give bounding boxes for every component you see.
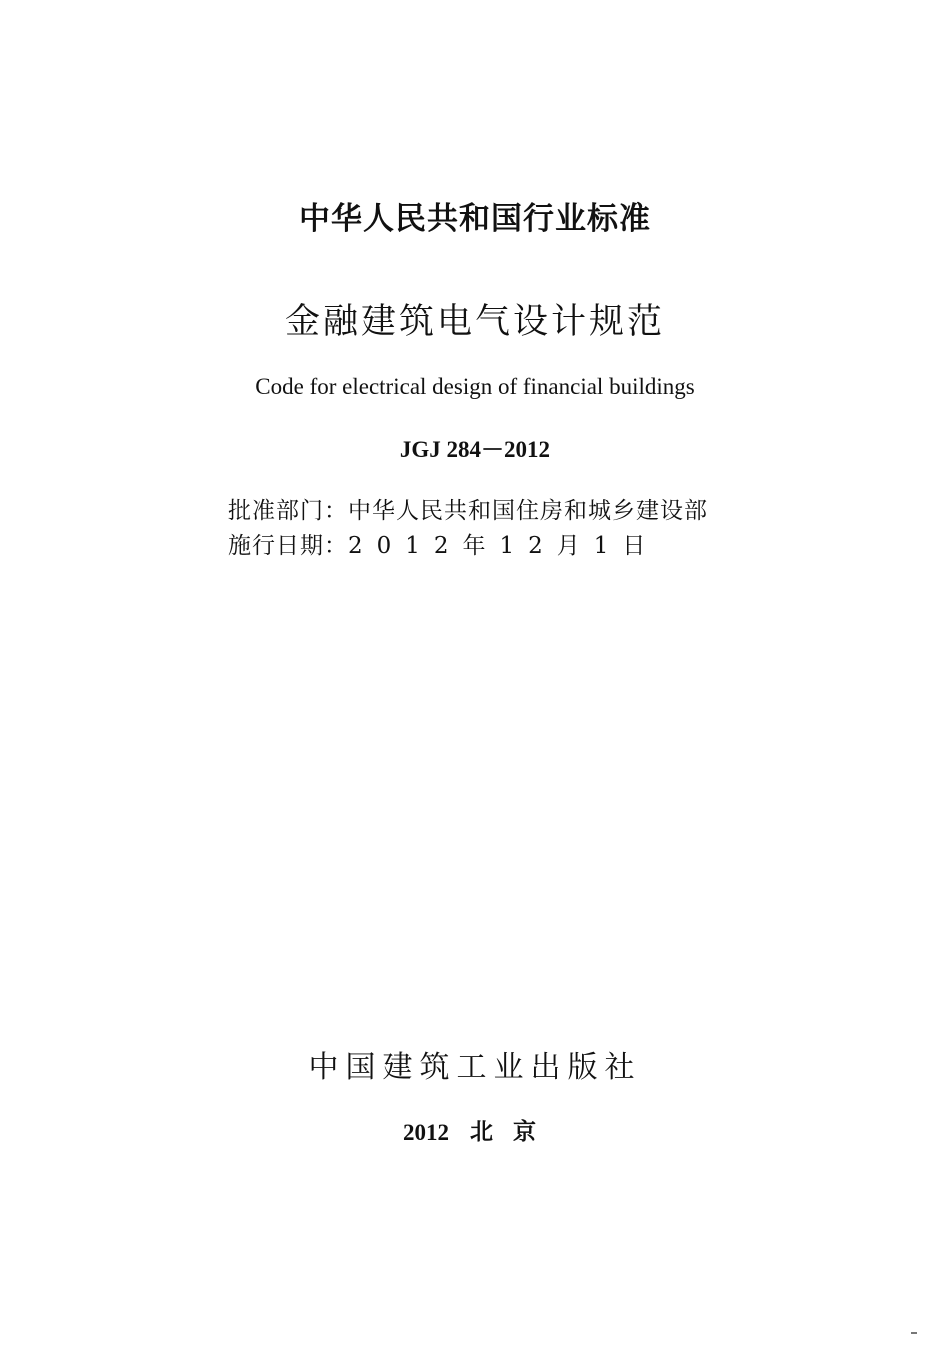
document-title-english: Code for electrical design of financial buildings — [255, 374, 695, 399]
publisher-name: 中国建筑工业出版社 — [308, 1050, 642, 1085]
approval-department-row — [228, 496, 708, 526]
scan-artifact-mark — [911, 1332, 917, 1334]
effective-date-label: 施行日期： — [228, 533, 348, 559]
publication-city: 北京 — [470, 1119, 556, 1145]
effective-date-value: 2012年12月1日 — [348, 533, 660, 559]
approval-department-label: 批准部门： — [228, 498, 348, 524]
effective-date-row — [228, 531, 659, 561]
standard-category: 中华人民共和国行业标准 — [299, 201, 651, 237]
document-title-chinese: 金融建筑电气设计规范 — [284, 302, 665, 342]
publication-year: 2012 — [403, 1120, 449, 1145]
approval-department-value: 中华人民共和国住房和城乡建设部 — [348, 498, 708, 524]
standard-code: JGJ 284－2012 — [399, 437, 551, 462]
